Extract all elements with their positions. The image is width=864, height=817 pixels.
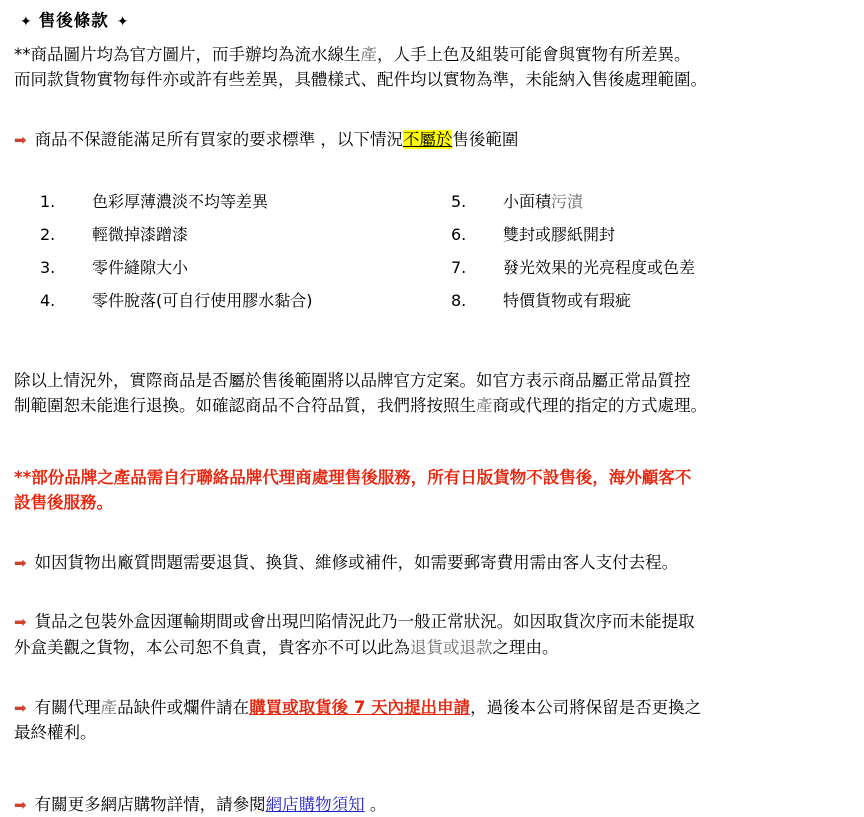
diamond-icon-left: ✦ — [20, 14, 33, 30]
arrow-icon: ➡ — [14, 130, 27, 149]
bullet-text-a: 外盒美觀之貨物，本公司恕不負責，貴客亦不可以此為 — [14, 637, 410, 657]
bullet-item-shop-guide — [14, 792, 850, 817]
bullet-item-return-shipping — [14, 550, 850, 576]
exclusions-list — [40, 190, 850, 321]
exclusions-left-column — [40, 190, 445, 321]
list-item — [40, 190, 445, 215]
spacer-6 — [14, 587, 850, 609]
bullet-text-c: ，過後本公司將保留是否更換之 — [470, 697, 702, 717]
spacer-5 — [14, 528, 850, 550]
notice-paragraph — [14, 127, 850, 153]
list-item-label: 零件縫隙大小 — [92, 257, 189, 277]
bullet-text-b: 。 — [364, 794, 387, 814]
bullet-line — [14, 695, 850, 721]
list-item — [40, 223, 445, 248]
shop-guide-link[interactable]: 網店購物須知 — [265, 794, 365, 814]
notice-highlight: 不屬於 — [402, 129, 453, 149]
bullet-text-emphasis: 購買或取貨後 7 天內提出申請 — [249, 697, 471, 717]
red-notice-line-1: **部份品牌之產品需自行聯絡品牌代理商處理售後服務，所有日版貨物不設售後，海外顧客不 — [14, 467, 692, 487]
spacer-2 — [14, 164, 850, 186]
list-item — [40, 256, 445, 281]
bullet-text-a: 有關代理 — [34, 697, 101, 717]
list-item-label: 雙封或膠紙開封 — [503, 225, 616, 245]
bullet-text-gray: 退貨或退款 — [410, 637, 493, 657]
bullet-text: 如因貨物出廠質問題需要退貨、換貨、維修或補件，如需要郵寄費用需由客人支付去程。 — [34, 552, 679, 572]
list-item-number: 6. — [451, 225, 467, 245]
policy-line-2-b: 商或代理的指定的方式處理。 — [492, 396, 707, 416]
list-item-number: 3. — [40, 257, 56, 277]
bullet-line — [14, 792, 850, 817]
arrow-icon: ➡ — [14, 795, 27, 814]
list-item-number: 4. — [40, 290, 56, 310]
intro-line-1-a: **商品圖片均為官方圖片，而手辦均為流水線生 — [14, 44, 361, 64]
bullet-text-b: 之理由。 — [492, 637, 559, 657]
list-item-label-a: 小面積 — [503, 192, 552, 212]
spacer-3 — [14, 322, 850, 356]
policy-line-2-gray: 產 — [476, 396, 493, 416]
policy-line-1: 除以上情況外，實際商品是否屬於售後範圍將以品牌官方定案。如官方表示商品屬正常品質控 — [14, 370, 691, 390]
exclusions-right-column — [445, 190, 850, 321]
bullet-line — [14, 609, 850, 635]
bullet-text-b: 品缺件或爛件請在 — [117, 697, 250, 717]
bullet-text-gray: 產 — [100, 697, 118, 717]
list-item-label: 色彩厚薄濃淡不均等差異 — [92, 192, 269, 212]
list-item-label — [503, 190, 850, 215]
bullet-line-2 — [14, 635, 850, 661]
bullet-text-d: 最終權利。 — [14, 723, 97, 743]
list-item-label-gray: 污漬 — [551, 192, 584, 212]
policy-line-2-a: 制範圍恕未能進行退換。如確認商品不合符品質，我們將按照生 — [14, 396, 476, 416]
list-item-label: 零件脫落(可自行使用膠水黏合) — [92, 290, 313, 310]
arrow-icon: ➡ — [14, 613, 27, 632]
list-item — [451, 190, 850, 215]
policy-paragraph — [14, 368, 850, 419]
intro-paragraph — [14, 42, 850, 93]
bullet-text: 貨品之包裝外盒因運輸期間或會出現凹陷情況此乃一般正常狀況。如因取貨次序而未能提取 — [34, 612, 695, 632]
bullet-line — [14, 550, 850, 576]
list-item-number: 5. — [451, 192, 467, 212]
intro-line-2: 而同款貨物實物每件亦或許有些差異，具體樣式、配件均以實物為準，未能納入售後處理範圍。 — [14, 70, 707, 90]
notice-text-before: 商品不保證能滿足所有買家的要求標準 ，以下情況 — [34, 129, 403, 149]
policy-line-2 — [14, 393, 850, 419]
diamond-icon-right: ✦ — [116, 14, 130, 30]
list-item — [451, 289, 850, 314]
bullet-line-2 — [14, 720, 850, 746]
list-item-label: 特價貨物或有瑕疵 — [503, 290, 632, 310]
notice-line — [14, 127, 850, 153]
intro-line-1 — [14, 42, 850, 68]
spacer-3b — [14, 356, 850, 368]
list-item-number: 7. — [451, 257, 467, 277]
spacer-4 — [14, 431, 850, 453]
list-item — [451, 256, 850, 281]
spacer-4b — [14, 453, 850, 465]
arrow-icon: ➡ — [14, 698, 27, 717]
bullet-item-missing-parts — [14, 695, 850, 746]
bullet-item-box-damage — [14, 609, 850, 660]
list-item-number: 2. — [40, 225, 56, 245]
page-title — [20, 8, 850, 34]
spacer-8 — [14, 758, 850, 780]
arrow-icon: ➡ — [14, 553, 27, 572]
list-item-label: 發光效果的光亮程度或色差 — [503, 257, 696, 277]
notice-text-after: 售後範圍 — [452, 129, 519, 149]
spacer-1 — [14, 105, 850, 127]
red-notice-line-2: 設售後服務。 — [14, 493, 113, 513]
intro-line-1-gray: 產 — [360, 44, 377, 64]
page-title-text: 售後條款 — [38, 11, 109, 30]
red-notice — [14, 465, 850, 516]
list-item — [40, 289, 445, 314]
bullet-text-a: 有關更多網店購物詳情，請參閱 — [34, 794, 266, 814]
spacer-7 — [14, 673, 850, 695]
intro-line-1-b: ，人手上色及組裝可能會與實物有所差異。 — [377, 44, 691, 64]
list-item-number: 1. — [40, 192, 56, 212]
list-item-label: 輕微掉漆蹭漆 — [92, 225, 189, 245]
spacer-8b — [14, 780, 850, 792]
list-item-number: 8. — [451, 290, 467, 310]
list-item — [451, 223, 850, 248]
